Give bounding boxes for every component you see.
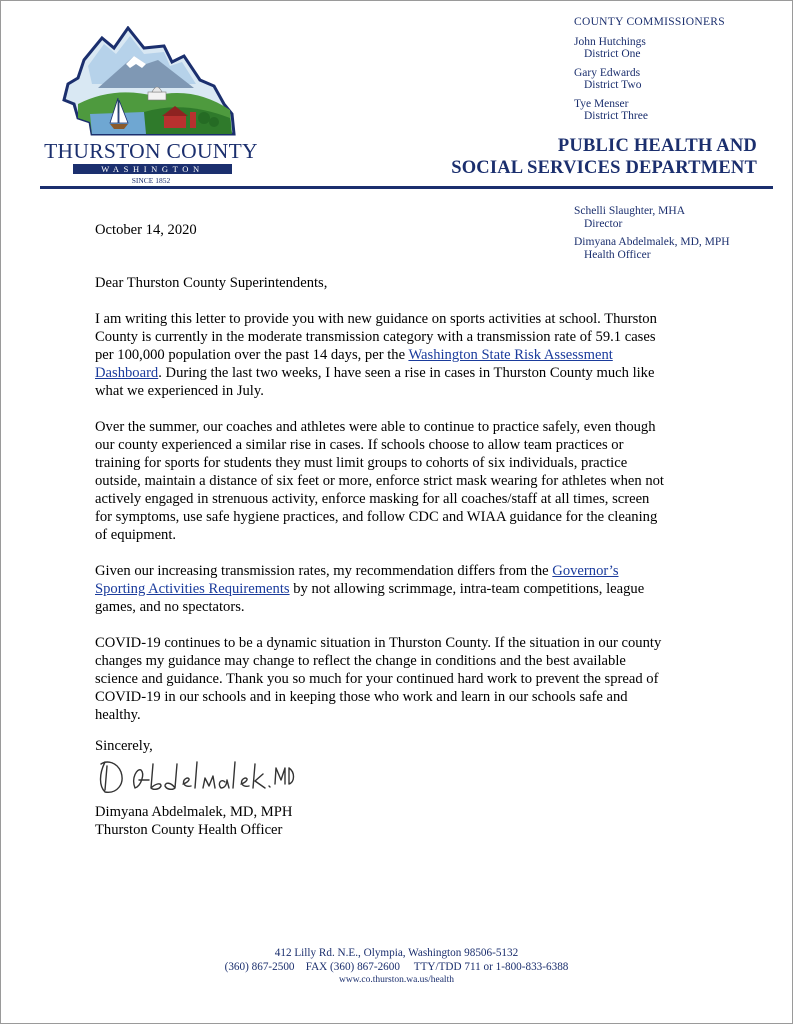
staff-name: Schelli Slaughter, MHA (574, 205, 686, 217)
footer-phones: (360) 867-2500 FAX (360) 867-2600 TTY/TDD 711 or 1-800-833-6388 (224, 960, 569, 973)
footer (0, 947, 793, 988)
commissioners-list (574, 16, 784, 129)
risk-assessment-dashboard-link[interactable]: Washington State Risk Assessment Dashboard (95, 347, 613, 381)
governors-requirements-link[interactable]: Governor’s Sporting Activities Requirements (95, 563, 619, 597)
paragraph-2: Over the summer, our coaches and athletes were able to continue to practice safely, even though our county experienced a similar rise in cases. If schools choose to allow team practices or training for sports for students they must limit groups to cohorts of six individuals, practice outside, maintain a distance of six feet or more, enforce strict mask wearing for athletes when not actively engaged in strenuous activity, enforce masking for all coaches/staff at all times, screen for symptoms, use safe hygiene practices, and follow CDC and WIAA guidance for the cleaning of equipment. (95, 419, 664, 543)
signer-name: Dimyana Abdelmalek, MD, MPH (95, 804, 293, 820)
commissioner-name: Gary Edwards (574, 67, 641, 79)
commissioner-district: District Three (584, 110, 648, 122)
commissioner-name: John Hutchings (574, 36, 646, 48)
department-title-line2: SOCIAL SERVICES DEPARTMENT (451, 157, 757, 178)
paragraph-4: COVID-19 continues to be a dynamic situation in Thurston County. If the situation in our county changes my guidance may change to reflect the change in conditions and the best available science and guidance. Thank you so much for your continued hard work to prevent the spread of COVID-19 in our schools and in keeping those who work and learn in our schools safe and healthy. (95, 635, 662, 723)
handwritten-signature (95, 754, 295, 798)
commissioner-entry (574, 67, 784, 91)
paragraph-3-text-end: by not allowing scrimmage, intra-team competitions, league games, and no spectators. (95, 581, 645, 615)
staff-list (574, 205, 784, 267)
commissioners-title: COUNTY COMMISSIONERS (574, 16, 725, 28)
signer-block (95, 803, 292, 839)
signer-title: Thurston County Health Officer (95, 822, 283, 838)
county-name: THURSTON COUNTY (44, 139, 258, 163)
letter-body (95, 274, 665, 742)
commissioner-entry (574, 36, 784, 60)
department-title-line1: PUBLIC HEALTH AND (557, 136, 757, 156)
staff-role: Health Officer (584, 248, 651, 261)
staff-name: Dimyana Abdelmalek, MD, MPH (574, 236, 730, 248)
paragraph-1-text-end: . During the last two weeks, I have seen a rise in cases in Thurston County much like what we experienced in July. (95, 365, 655, 399)
staff-entry (574, 205, 784, 230)
paragraph-3-text: Given our increasing transmission rates, my recommendation differs from the (95, 563, 553, 579)
commissioner-district: District Two (584, 79, 642, 91)
commissioner-entry (574, 98, 784, 122)
staff-role: Director (584, 217, 623, 230)
commissioner-district: District One (584, 48, 641, 60)
thurston-county-logo (40, 26, 262, 188)
staff-entry (574, 236, 784, 261)
founded-year: SINCE 1852 (131, 176, 171, 185)
footer-address: 412 Lilly Rd. N.E., Olympia, Washington 98506-5132 (274, 947, 519, 959)
state-banner: WASHINGTON (73, 164, 232, 174)
letter-date: October 14, 2020 (95, 222, 197, 238)
footer-website: www.co.thurston.wa.us/health (339, 975, 454, 985)
department-title (451, 136, 757, 179)
paragraph-3 (95, 562, 665, 616)
paragraph-1 (95, 310, 665, 400)
county-emblem-icon (54, 26, 250, 138)
commissioner-name: Tye Menser (574, 98, 629, 110)
paragraph-1-text: I am writing this letter to provide you with new guidance on sports activities at school. Thurston County is currently in the moderate transmission category with a transmission rate of 59.1 cases per 100,000 population over the past 14 days, per the (95, 311, 657, 363)
closing: Sincerely, (95, 738, 153, 754)
salutation: Dear Thurston County Superintendents, (95, 275, 328, 291)
header-divider (40, 186, 773, 189)
